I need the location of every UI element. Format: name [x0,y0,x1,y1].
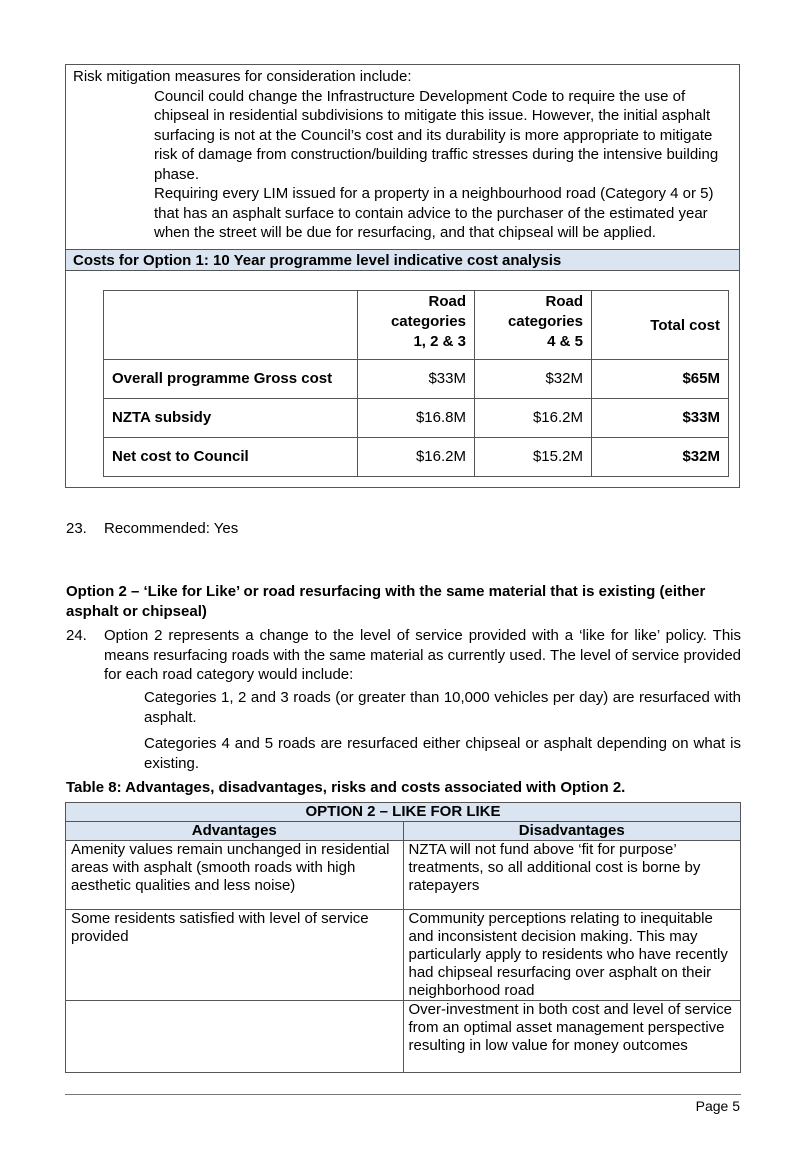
para-23-number: 23. [66,520,87,537]
cell-total: $33M [592,399,729,438]
table-row [66,841,741,910]
risk-bullet-text: Requiring every LIM issued for a property in a neighbourhood road (Category 4 or 5) that has an asphalt surface to contain advice to the purchaser of the estimated year when the street will be due for resurfacing, and that chipseal will be applied. [154,185,714,241]
advantage-cell [66,1001,404,1073]
cost-analysis-table [103,290,729,477]
cell-cat-123: $33M [358,360,475,399]
option-2-heading: Option 2 – ‘Like for Like’ or road resurfacing with the same material that is existing (either asphalt or chipseal) [66,583,706,620]
header-cat-123 [358,291,475,360]
col-advantages: Advantages [66,822,404,841]
cell-cat-45: $15.2M [475,438,592,477]
costs-heading: Costs for Option 1: 10 Year programme level indicative cost analysis [66,249,739,271]
table-header-row [104,291,729,360]
risk-bullet-text: Council could change the Infrastructure Development Code to require the use of chipseal in residential subdivisions to mitigate this issue. However, the initial asphalt surfacing is not at the Council’s cost and its durability is more appropriate to mitigate risk of damage from construction/building traffic stresses during the intensive building phase. [154,87,719,183]
risk-costs-box [65,64,740,488]
risk-mitigation-section [66,65,739,243]
para-24-number: 24. [66,627,87,644]
risk-intro: Risk mitigation measures for consideration include: [73,68,412,85]
para-24-bullet-text: Categories 4 and 5 roads are resurfaced either chipseal or asphalt depending on what is existing. [144,735,741,772]
disadvantage-cell: Community perceptions relating to inequitable and inconsistent decision making. This may particularly apply to residents who have recently had chipseal resurfacing over asphalt on their neighborhood road [403,910,741,1001]
para-23-text: Recommended: Yes [104,520,239,537]
risk-bullet-1 [73,87,734,185]
para-24-bullet-2 [104,734,741,773]
table-title: OPTION 2 – LIKE FOR LIKE [66,803,741,822]
row-label: Net cost to Council [104,438,358,477]
page-number: Page 5 [695,1098,740,1114]
table-row [104,360,729,399]
table-row [104,399,729,438]
table-title-row [66,803,741,822]
footer-divider [65,1094,741,1095]
option-2-table [65,802,741,1073]
table-row [66,910,741,1001]
header-total: Total cost [592,291,729,360]
row-label: Overall programme Gross cost [104,360,358,399]
disadvantage-cell: Over-investment in both cost and level of service from an optimal asset management perspective resulting in low value for money outcomes [403,1001,741,1073]
row-label: NZTA subsidy [104,399,358,438]
advantage-cell: Amenity values remain unchanged in residential areas with asphalt (smooth roads with high aesthetic qualities and less noise) [66,841,404,910]
header-cat-45-text: Road categories 4 & 5 [507,293,583,350]
para-24-bullet-1 [104,688,741,727]
table-8-caption: Table 8: Advantages, disadvantages, risks and costs associated with Option 2. [66,779,626,796]
cell-cat-45: $16.2M [475,399,592,438]
header-cat-45 [475,291,592,360]
para-24-text: Option 2 represents a change to the level of service provided with a ‘like for like’ policy. This means resurfacing roads with the same material as currently used. The level of service provided for each road category would include: [104,627,741,683]
cell-cat-45: $32M [475,360,592,399]
table-row [66,1001,741,1073]
advantage-cell: Some residents satisfied with level of service provided [66,910,404,1001]
cell-total: $32M [592,438,729,477]
para-24-bullet-text: Categories 1, 2 and 3 roads (or greater than 10,000 vehicles per day) are resurfaced with asphalt. [144,689,741,726]
disadvantage-cell: NZTA will not fund above ‘fit for purpose’ treatments, so all additional cost is borne by ratepayers [403,841,741,910]
header-cat-123-text: Road categories 1, 2 & 3 [390,293,466,350]
header-blank [104,291,358,360]
cell-total: $65M [592,360,729,399]
table-row [104,438,729,477]
cell-cat-123: $16.8M [358,399,475,438]
cell-cat-123: $16.2M [358,438,475,477]
table-header-row [66,822,741,841]
col-disadvantages: Disadvantages [403,822,741,841]
risk-bullet-2 [73,184,734,243]
